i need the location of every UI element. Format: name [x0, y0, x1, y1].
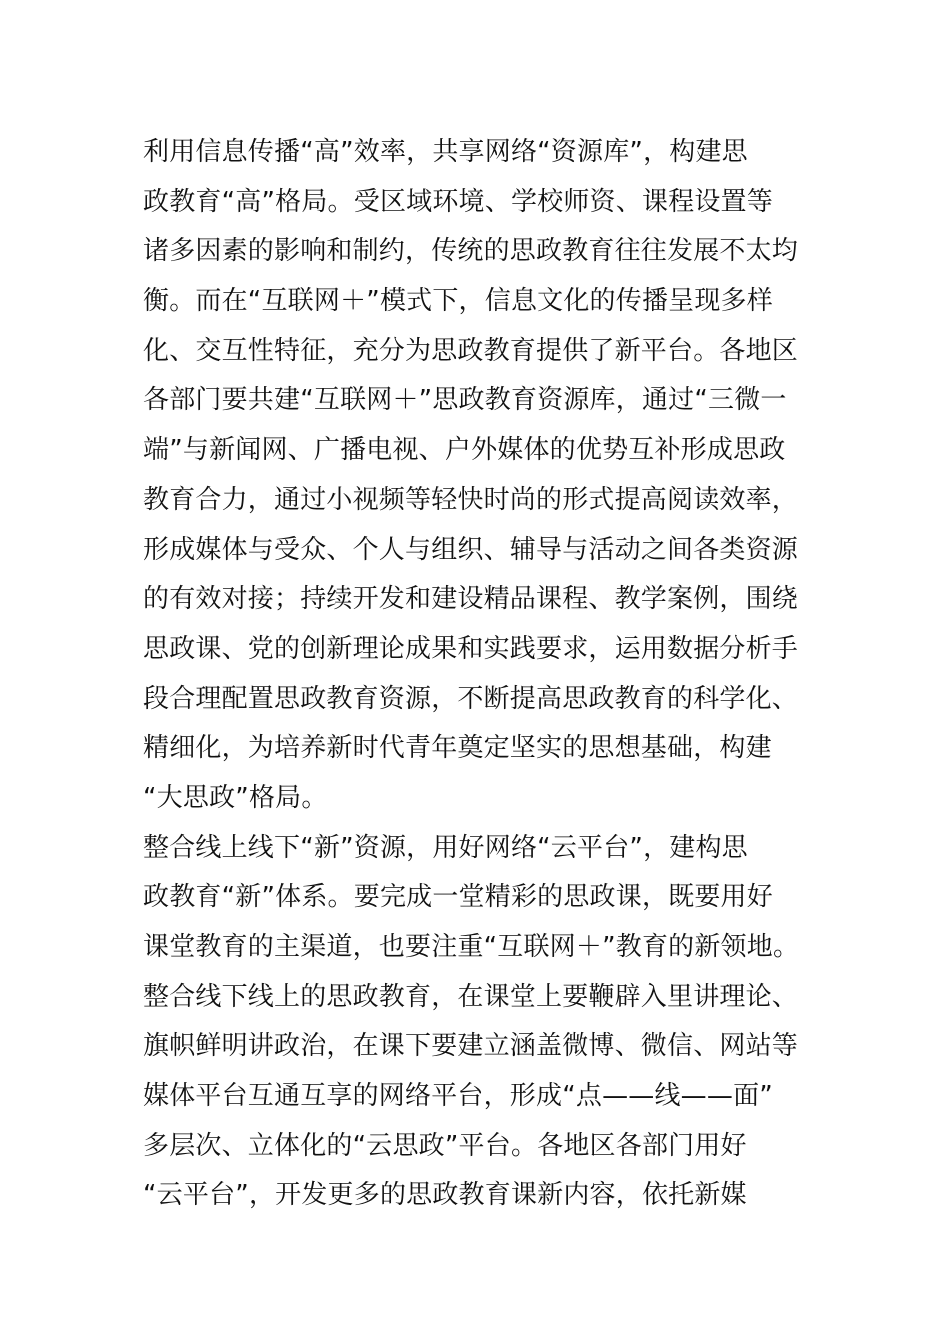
text-line: 诸多因素的影响和制约，传统的思政教育往往发展不太均	[143, 236, 799, 267]
text-line: 课堂教育的主渠道，也要注重“互联网＋”教育的新领地。	[143, 932, 800, 962]
text-line: 整合线下线上的思政教育，在课堂上要鞭辟入里讲理论、	[143, 981, 799, 1012]
text-line: 衡。而在“互联网＋”模式下，信息文化的传播呈现多样	[143, 286, 773, 317]
text-line: 政教育“高”格局。受区域环境、学校师资、课程设置等	[143, 186, 773, 217]
text-line: 利用信息传播“高”效率，共享网络“资源库”，构建思	[143, 137, 748, 167]
text-line: 思政课、党的创新理论成果和实践要求，运用数据分析手	[143, 633, 799, 664]
text-line: 端”与新闻网、广播电视、户外媒体的优势互补形成思政	[143, 435, 786, 466]
text-line: 旗帜鲜明讲政治，在课下要建立涵盖微博、微信、网站等	[143, 1031, 799, 1062]
text-line: “云平台”，开发更多的思政教育课新内容，依托新媒	[143, 1180, 747, 1211]
text-line: 政教育“新”体系。要完成一堂精彩的思政课，既要用好	[143, 882, 773, 913]
text-line: 媒体平台互通互享的网络平台，形成“点——线——面”	[143, 1081, 773, 1112]
text-line: 形成媒体与受众、个人与组织、辅导与活动之间各类资源	[143, 534, 799, 565]
text-line: 精细化，为培养新时代青年奠定坚实的思想基础，构建	[143, 733, 772, 764]
text-line: 的有效对接；持续开发和建设精品课程、教学案例，围绕	[143, 584, 799, 615]
body-text	[143, 128, 813, 1221]
text-line: “大思政”格局。	[143, 782, 328, 813]
text-line: 整合线上线下“新”资源，用好网络“云平台”，建构思	[143, 832, 748, 863]
text-line: 化、交互性特征，充分为思政教育提供了新平台。各地区	[143, 335, 799, 366]
text-line: 段合理配置思政教育资源，不断提高思政教育的科学化、	[143, 683, 799, 714]
text-line: 多层次、立体化的“云思政”平台。各地区各部门用好	[143, 1130, 747, 1161]
text-line: 教育合力，通过小视频等轻快时尚的形式提高阅读效率，	[143, 484, 799, 515]
text-line: 各部门要共建“互联网＋”思政教育资源库，通过“三微一	[143, 385, 787, 416]
